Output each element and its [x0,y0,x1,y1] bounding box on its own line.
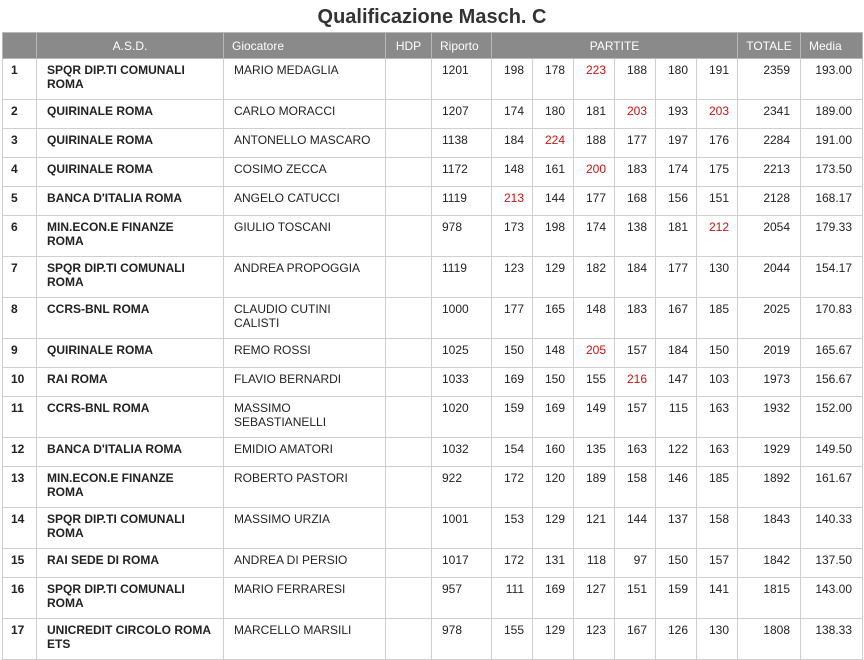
game-score-cell: 176 [697,129,738,158]
average-cell: 170.83 [801,298,863,339]
game-score-cell: 177 [574,187,615,216]
game-score-cell: 150 [533,368,574,397]
club-cell: UNICREDIT CIRCOLO ROMA ETS [37,619,224,660]
game-score-cell: 203 [697,100,738,129]
game-score-cell: 169 [533,397,574,438]
player-cell: ANDREA PROPOGGIA [224,257,386,298]
total-cell: 1973 [738,368,801,397]
game-score-cell: 146 [656,467,697,508]
game-score-cell: 137 [656,508,697,549]
game-score-cell: 97 [615,549,656,578]
game-score-cell: 123 [574,619,615,660]
hdp-cell [386,187,432,216]
game-score-cell: 212 [697,216,738,257]
game-score-cell: 122 [656,438,697,467]
game-score-cell: 177 [492,298,533,339]
game-score-cell: 151 [615,578,656,619]
club-cell: QUIRINALE ROMA [37,129,224,158]
game-score-cell: 177 [656,257,697,298]
game-score-cell: 223 [574,59,615,100]
carry-cell: 1025 [432,339,492,368]
club-cell: SPQR DIP.TI COMUNALI ROMA [37,257,224,298]
player-cell: EMIDIO AMATORI [224,438,386,467]
game-score-cell: 144 [615,508,656,549]
position-cell: 13 [3,467,37,508]
hdp-cell [386,508,432,549]
game-score-cell: 174 [656,158,697,187]
game-score-cell: 198 [492,59,533,100]
average-cell: 165.67 [801,339,863,368]
club-cell: SPQR DIP.TI COMUNALI ROMA [37,578,224,619]
average-cell: 152.00 [801,397,863,438]
club-cell: CCRS-BNL ROMA [37,298,224,339]
game-score-cell: 172 [492,467,533,508]
club-cell: QUIRINALE ROMA [37,339,224,368]
club-cell: BANCA D'ITALIA ROMA [37,187,224,216]
club-cell: MIN.ECON.E FINANZE ROMA [37,467,224,508]
average-cell: 138.33 [801,619,863,660]
total-cell: 2128 [738,187,801,216]
game-score-cell: 111 [492,578,533,619]
average-cell: 154.17 [801,257,863,298]
carry-cell: 1000 [432,298,492,339]
total-cell: 2019 [738,339,801,368]
average-cell: 193.00 [801,59,863,100]
game-score-cell: 154 [492,438,533,467]
game-score-cell: 177 [615,129,656,158]
total-cell: 1815 [738,578,801,619]
game-score-cell: 131 [533,549,574,578]
player-cell: REMO ROSSI [224,339,386,368]
carry-cell: 1207 [432,100,492,129]
game-score-cell: 165 [533,298,574,339]
position-cell: 2 [3,100,37,129]
total-cell: 2341 [738,100,801,129]
club-cell: SPQR DIP.TI COMUNALI ROMA [37,59,224,100]
game-score-cell: 183 [615,158,656,187]
average-cell: 189.00 [801,100,863,129]
position-cell: 3 [3,129,37,158]
game-score-cell: 167 [615,619,656,660]
table-row [3,549,863,578]
position-cell: 9 [3,339,37,368]
game-score-cell: 160 [533,438,574,467]
position-cell: 16 [3,578,37,619]
player-cell: MASSIMO URZIA [224,508,386,549]
club-cell: BANCA D'ITALIA ROMA [37,438,224,467]
game-score-cell: 181 [574,100,615,129]
game-score-cell: 216 [615,368,656,397]
game-score-cell: 147 [656,368,697,397]
position-cell: 4 [3,158,37,187]
position-cell: 14 [3,508,37,549]
carry-cell: 957 [432,578,492,619]
game-score-cell: 158 [615,467,656,508]
game-score-cell: 155 [574,368,615,397]
carry-cell: 978 [432,619,492,660]
game-score-cell: 183 [615,298,656,339]
game-score-cell: 153 [492,508,533,549]
table-row [3,100,863,129]
carry-cell: 1119 [432,257,492,298]
table-row [3,397,863,438]
game-score-cell: 181 [656,216,697,257]
game-score-cell: 188 [574,129,615,158]
table-row [3,298,863,339]
hdp-cell [386,467,432,508]
game-score-cell: 151 [697,187,738,216]
table-row [3,339,863,368]
game-score-cell: 159 [656,578,697,619]
game-score-cell: 198 [533,216,574,257]
header-total: TOTALE [738,33,801,59]
carry-cell: 1201 [432,59,492,100]
header-hdp: HDP [386,33,432,59]
total-cell: 1929 [738,438,801,467]
header-average: Media [801,33,863,59]
player-cell: FLAVIO BERNARDI [224,368,386,397]
game-score-cell: 191 [697,59,738,100]
game-score-cell: 157 [615,339,656,368]
game-score-cell: 121 [574,508,615,549]
total-cell: 1842 [738,549,801,578]
table-row [3,368,863,397]
game-score-cell: 155 [492,619,533,660]
total-cell: 2044 [738,257,801,298]
game-score-cell: 129 [533,508,574,549]
total-cell: 1932 [738,397,801,438]
game-score-cell: 180 [656,59,697,100]
game-score-cell: 118 [574,549,615,578]
game-score-cell: 138 [615,216,656,257]
game-score-cell: 150 [656,549,697,578]
game-score-cell: 224 [533,129,574,158]
table-row [3,187,863,216]
average-cell: 140.33 [801,508,863,549]
game-score-cell: 103 [697,368,738,397]
game-score-cell: 141 [697,578,738,619]
game-score-cell: 200 [574,158,615,187]
carry-cell: 1172 [432,158,492,187]
game-score-cell: 135 [574,438,615,467]
position-cell: 5 [3,187,37,216]
hdp-cell [386,129,432,158]
player-cell: MARIO MEDAGLIA [224,59,386,100]
hdp-cell [386,339,432,368]
standings-table [2,32,863,660]
page-title: Qualificazione Masch. C [317,6,547,28]
position-cell: 8 [3,298,37,339]
average-cell: 161.67 [801,467,863,508]
game-score-cell: 189 [574,467,615,508]
average-cell: 168.17 [801,187,863,216]
game-score-cell: 129 [533,257,574,298]
game-score-cell: 161 [533,158,574,187]
carry-cell: 1001 [432,508,492,549]
game-score-cell: 182 [574,257,615,298]
table-row [3,619,863,660]
position-cell: 6 [3,216,37,257]
table-row [3,438,863,467]
carry-cell: 1119 [432,187,492,216]
average-cell: 191.00 [801,129,863,158]
game-score-cell: 180 [533,100,574,129]
game-score-cell: 169 [492,368,533,397]
hdp-cell [386,158,432,187]
position-cell: 17 [3,619,37,660]
total-cell: 1843 [738,508,801,549]
position-cell: 15 [3,549,37,578]
hdp-cell [386,100,432,129]
total-cell: 2054 [738,216,801,257]
club-cell: MIN.ECON.E FINANZE ROMA [37,216,224,257]
header-carry: Riporto [432,33,492,59]
total-cell: 2025 [738,298,801,339]
carry-cell: 978 [432,216,492,257]
average-cell: 156.67 [801,368,863,397]
game-score-cell: 126 [656,619,697,660]
game-score-cell: 203 [615,100,656,129]
player-cell: GIULIO TOSCANI [224,216,386,257]
game-score-cell: 130 [697,619,738,660]
hdp-cell [386,368,432,397]
hdp-cell [386,397,432,438]
header-player: Giocatore [224,33,386,59]
game-score-cell: 184 [615,257,656,298]
header-position [3,33,37,59]
position-cell: 10 [3,368,37,397]
game-score-cell: 205 [574,339,615,368]
position-cell: 7 [3,257,37,298]
total-cell: 2359 [738,59,801,100]
player-cell: CARLO MORACCI [224,100,386,129]
game-score-cell: 185 [697,467,738,508]
table-row [3,129,863,158]
player-cell: ANTONELLO MASCARO [224,129,386,158]
game-score-cell: 163 [697,438,738,467]
average-cell: 173.50 [801,158,863,187]
player-cell: COSIMO ZECCA [224,158,386,187]
game-score-cell: 130 [697,257,738,298]
game-score-cell: 175 [697,158,738,187]
game-score-cell: 213 [492,187,533,216]
game-score-cell: 188 [615,59,656,100]
hdp-cell [386,578,432,619]
game-score-cell: 159 [492,397,533,438]
game-score-cell: 184 [656,339,697,368]
game-score-cell: 173 [492,216,533,257]
game-score-cell: 193 [656,100,697,129]
player-cell: ANGELO CATUCCI [224,187,386,216]
hdp-cell [386,59,432,100]
table-row [3,467,863,508]
position-cell: 12 [3,438,37,467]
table-row [3,508,863,549]
game-score-cell: 174 [574,216,615,257]
game-score-cell: 185 [697,298,738,339]
club-cell: RAI ROMA [37,368,224,397]
total-cell: 2213 [738,158,801,187]
club-cell: CCRS-BNL ROMA [37,397,224,438]
game-score-cell: 144 [533,187,574,216]
game-score-cell: 157 [615,397,656,438]
table-header-row [3,33,863,59]
hdp-cell [386,298,432,339]
player-cell: ROBERTO PASTORI [224,467,386,508]
game-score-cell: 148 [533,339,574,368]
total-cell: 2284 [738,129,801,158]
game-score-cell: 184 [492,129,533,158]
hdp-cell [386,438,432,467]
player-cell: MARCELLO MARSILI [224,619,386,660]
game-score-cell: 148 [574,298,615,339]
game-score-cell: 167 [656,298,697,339]
average-cell: 149.50 [801,438,863,467]
game-score-cell: 168 [615,187,656,216]
game-score-cell: 178 [533,59,574,100]
game-score-cell: 156 [656,187,697,216]
game-score-cell: 197 [656,129,697,158]
total-cell: 1808 [738,619,801,660]
game-score-cell: 172 [492,549,533,578]
game-score-cell: 157 [697,549,738,578]
carry-cell: 1017 [432,549,492,578]
header-asd: A.S.D. [37,33,224,59]
position-cell: 1 [3,59,37,100]
player-cell: MARIO FERRARESI [224,578,386,619]
hdp-cell [386,619,432,660]
club-cell: QUIRINALE ROMA [37,100,224,129]
game-score-cell: 120 [533,467,574,508]
average-cell: 179.33 [801,216,863,257]
game-score-cell: 127 [574,578,615,619]
carry-cell: 1032 [432,438,492,467]
game-score-cell: 163 [615,438,656,467]
game-score-cell: 149 [574,397,615,438]
carry-cell: 1020 [432,397,492,438]
hdp-cell [386,257,432,298]
game-score-cell: 123 [492,257,533,298]
hdp-cell [386,549,432,578]
table-body [3,59,863,660]
average-cell: 137.50 [801,549,863,578]
table-row [3,578,863,619]
club-cell: RAI SEDE DI ROMA [37,549,224,578]
game-score-cell: 129 [533,619,574,660]
game-score-cell: 174 [492,100,533,129]
average-cell: 143.00 [801,578,863,619]
game-score-cell: 163 [697,397,738,438]
hdp-cell [386,216,432,257]
game-score-cell: 169 [533,578,574,619]
table-row [3,158,863,187]
player-cell: CLAUDIO CUTINI CALISTI [224,298,386,339]
position-cell: 11 [3,397,37,438]
game-score-cell: 150 [492,339,533,368]
carry-cell: 922 [432,467,492,508]
player-cell: ANDREA DI PERSIO [224,549,386,578]
table-row [3,59,863,100]
game-score-cell: 150 [697,339,738,368]
player-cell: MASSIMO SEBASTIANELLI [224,397,386,438]
game-score-cell: 158 [697,508,738,549]
table-row [3,216,863,257]
carry-cell: 1033 [432,368,492,397]
game-score-cell: 115 [656,397,697,438]
table-row [3,257,863,298]
carry-cell: 1138 [432,129,492,158]
club-cell: QUIRINALE ROMA [37,158,224,187]
club-cell: SPQR DIP.TI COMUNALI ROMA [37,508,224,549]
game-score-cell: 148 [492,158,533,187]
header-games: PARTITE [492,33,738,59]
total-cell: 1892 [738,467,801,508]
